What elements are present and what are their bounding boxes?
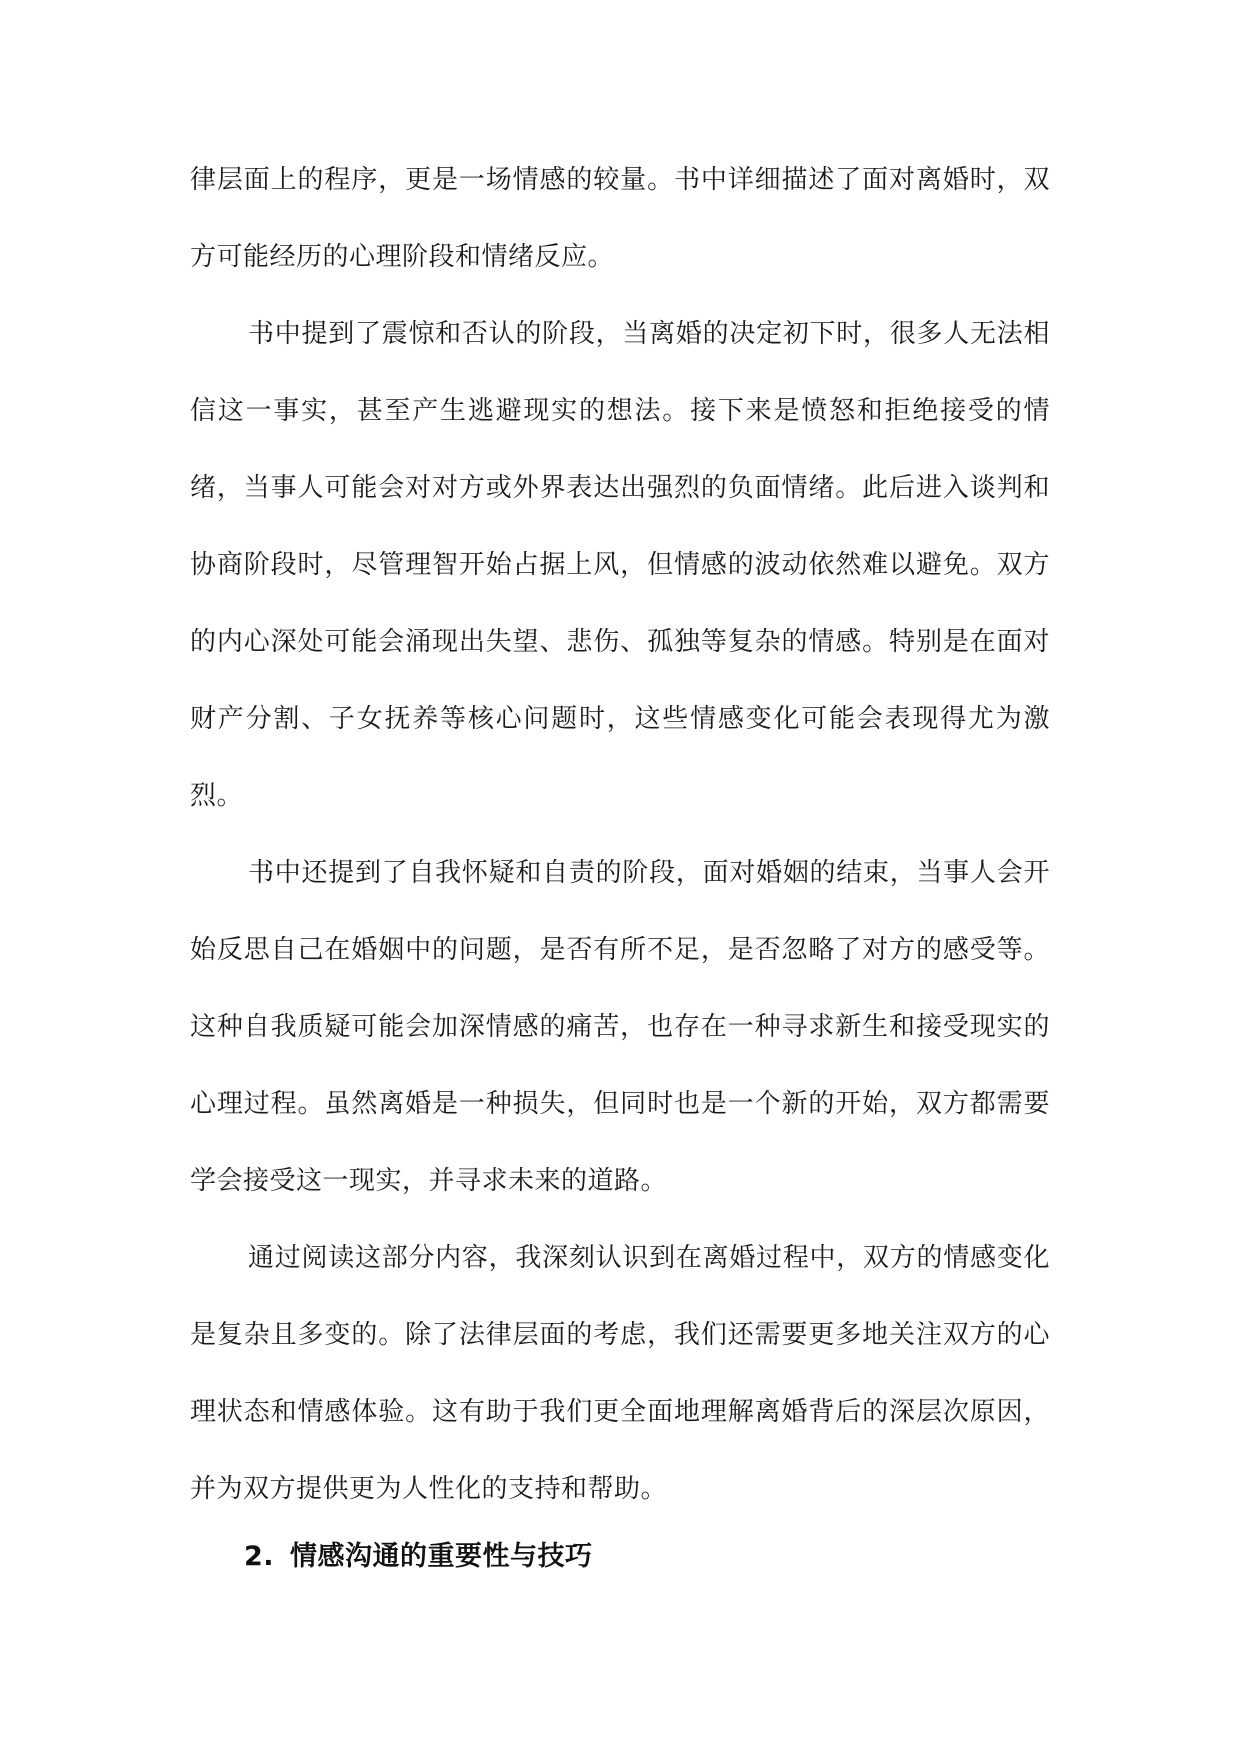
body-text [190, 142, 1050, 1528]
section-number: 2. [244, 1541, 275, 1572]
paragraph-continuation: 律层面上的程序，更是一场情感的较量。书中详细描述了面对离婚时，双方可能经历的心理阶段和情绪反应。 [190, 165, 1050, 272]
paragraph-self-doubt: 书中还提到了自我怀疑和自责的阶段，面对婚姻的结束，当事人会开始反思自己在婚姻中的问题，是否有所不足，是否忽略了对方的感受等。这种自我质疑可能会加深情感的痛苦，也存在一种寻求新生和接受现实的心理过程。虽然离婚是一种损失，但同时也是一个新的开始，双方都需要学会接受这一现实，并寻求未来的道路。 [190, 858, 1050, 1196]
paragraph-shock-denial: 书中提到了震惊和否认的阶段，当离婚的决定初下时，很多人无法相信这一事实，甚至产生逃避现实的想法。接下来是愤怒和拒绝接受的情绪，当事人可能会对对方或外界表达出强烈的负面情绪。此后进入谈判和协商阶段时，尽管理智开始占据上风，但情感的波动依然难以避免。双方的内心深处可能会涌现出失望、悲伤、孤独等复杂的情感。特别是在面对财产分割、子女抚养等核心问题时，这些情感变化可能会表现得尤为激烈。 [190, 319, 1050, 811]
paragraph-reflection: 通过阅读这部分内容，我深刻认识到在离婚过程中，双方的情感变化是复杂且多变的。除了法律层面的考虑，我们还需要更多地关注双方的心理状态和情感体验。这有助于我们更全面地理解离婚背后的深层次原因，并为双方提供更为人性化的支持和帮助。 [190, 1243, 1050, 1504]
section-heading [244, 1537, 593, 1577]
section-title: 情感沟通的重要性与技巧 [290, 1541, 593, 1572]
